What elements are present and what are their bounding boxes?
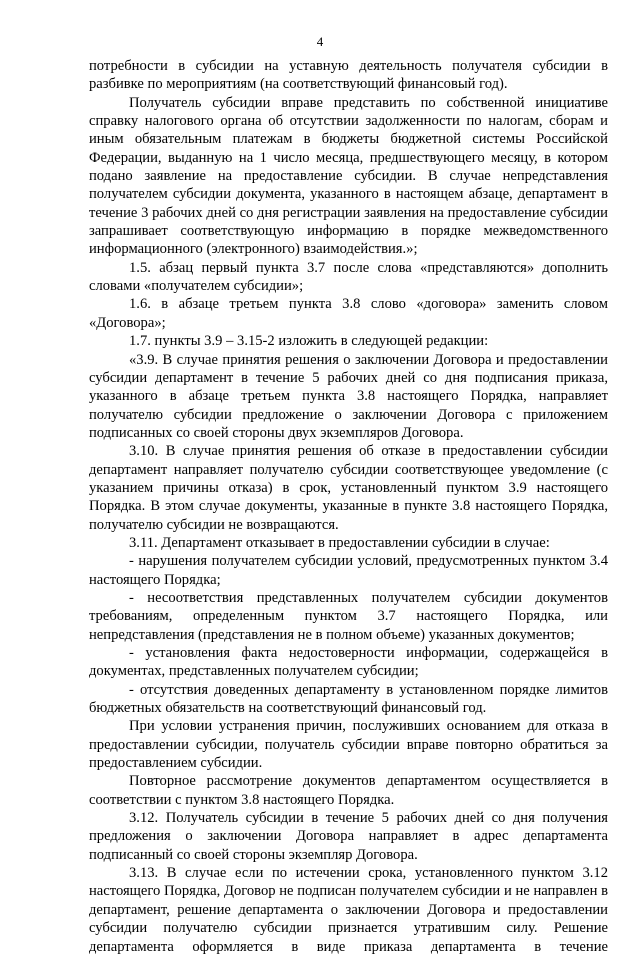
paragraph-clause-3-12: 3.12. Получатель субсидии в течение 5 рабочих дней со дня получения предложения о заключении Договора направляет в адрес департамента подписанный со своей стороны экземпляр Договора. xyxy=(89,810,608,863)
paragraph-clause-3-13: 3.13. В случае если по истечении срока, установленного пунктом 3.12 настоящего Порядка, Договор не подписан получателем субсидии и не направлен в департамент, решение департамента о заключении Договора и предоставлении субсидии получателю субсидии признается утратившим силу. Решение департамента оформляется в виде приказа департамента в течение xyxy=(89,865,608,955)
paragraph-funding-breakdown: потребности в субсидии на уставную деятельность получателя субсидии в разбивке по мероприятиям (на соответствующий финансовый год). xyxy=(89,58,608,93)
list-item-nonconformity: - несоответствия представленных получателем субсидии документов требованиям, определенным пунктом 3.7 настоящего Порядка, или непредставления (представления не в полном объеме) указанных документов; xyxy=(89,589,608,643)
paragraph-reapply: При условии устранения причин, послуживших основанием для отказа в предоставлении субсидии, получатель субсидии вправе повторно обратиться за предоставлением субсидии. xyxy=(89,718,608,772)
list-item-no-limits: - отсутствия доведенных департаменту в установленном порядке лимитов бюджетных обязательств на соответствующий финансовый год. xyxy=(89,681,608,717)
page-number: 4 xyxy=(316,34,324,49)
paragraph-tax-certificate: Получатель субсидии вправе представить по собственной инициативе справку налогового органа об отсутствии задолженности по налогам, сборам и иным обязательным платежам в бюджеты бюджетной системы Российской Федерации, выданную на 1 число месяца, предшествующего месяцу, в котором подано заявление на предоставление субсидии. В случае непредставления получателем субсидии документа, указанного в настоящем абзаце, департамент в течение 3 рабочих дней со дня регистрации заявления на предоставление субсидии запрашивает соответствующую информацию в порядке межведомственного информационного (электронного) взаимодействия.»; xyxy=(89,94,608,258)
paragraph-reconsideration: Повторное рассмотрение документов департаментом осуществляется в соответствии с пунктом 3.8 настоящего Порядка. xyxy=(89,773,608,808)
list-item-violation: - нарушения получателем субсидии условий, предусмотренных пунктом 3.4 настоящего Порядка; xyxy=(89,553,608,588)
paragraph-clause-3-11: 3.11. Департамент отказывает в предоставлении субсидии в случае: xyxy=(129,534,550,551)
paragraph-clause-3-10: 3.10. В случае принятия решения об отказе в предоставлении субсидии департамент направляет получателю субсидии соответствующее уведомление (с указанием причины отказа) в срок, установленный пунктом 3.9 настоящего Порядка. В этом случае документы, указанные в пункте 3.8 настоящего Порядка, получателю субсидии не возвращаются. xyxy=(89,443,608,533)
paragraph-amendment-1-6: 1.6. в абзаце третьем пункта 3.8 слово «договора» заменить словом «Договора»; xyxy=(89,296,608,331)
list-item-inaccuracy: - установления факта недостоверности информации, содержащейся в документах, представленных получателем субсидии; xyxy=(89,645,608,680)
document-body xyxy=(89,57,608,956)
paragraph-amendment-1-5: 1.5. абзац первый пункта 3.7 после слова «представляются» дополнить словами «получателем субсидии»; xyxy=(89,259,608,295)
paragraph-clause-3-9: «3.9. В случае принятия решения о заключении Договора и предоставлении субсидии департамент в течение 5 рабочих дней со дня подписания приказа, указанного в абзаце третьем пункта 3.8 настоящего Порядка, направляет получателю субсидии предложение о заключении Договора с приложением подписанных со своей стороны двух экземпляров Договора. xyxy=(89,351,608,441)
paragraph-amendment-1-7: 1.7. пункты 3.9 – 3.15-2 изложить в следующей редакции: xyxy=(129,333,489,350)
